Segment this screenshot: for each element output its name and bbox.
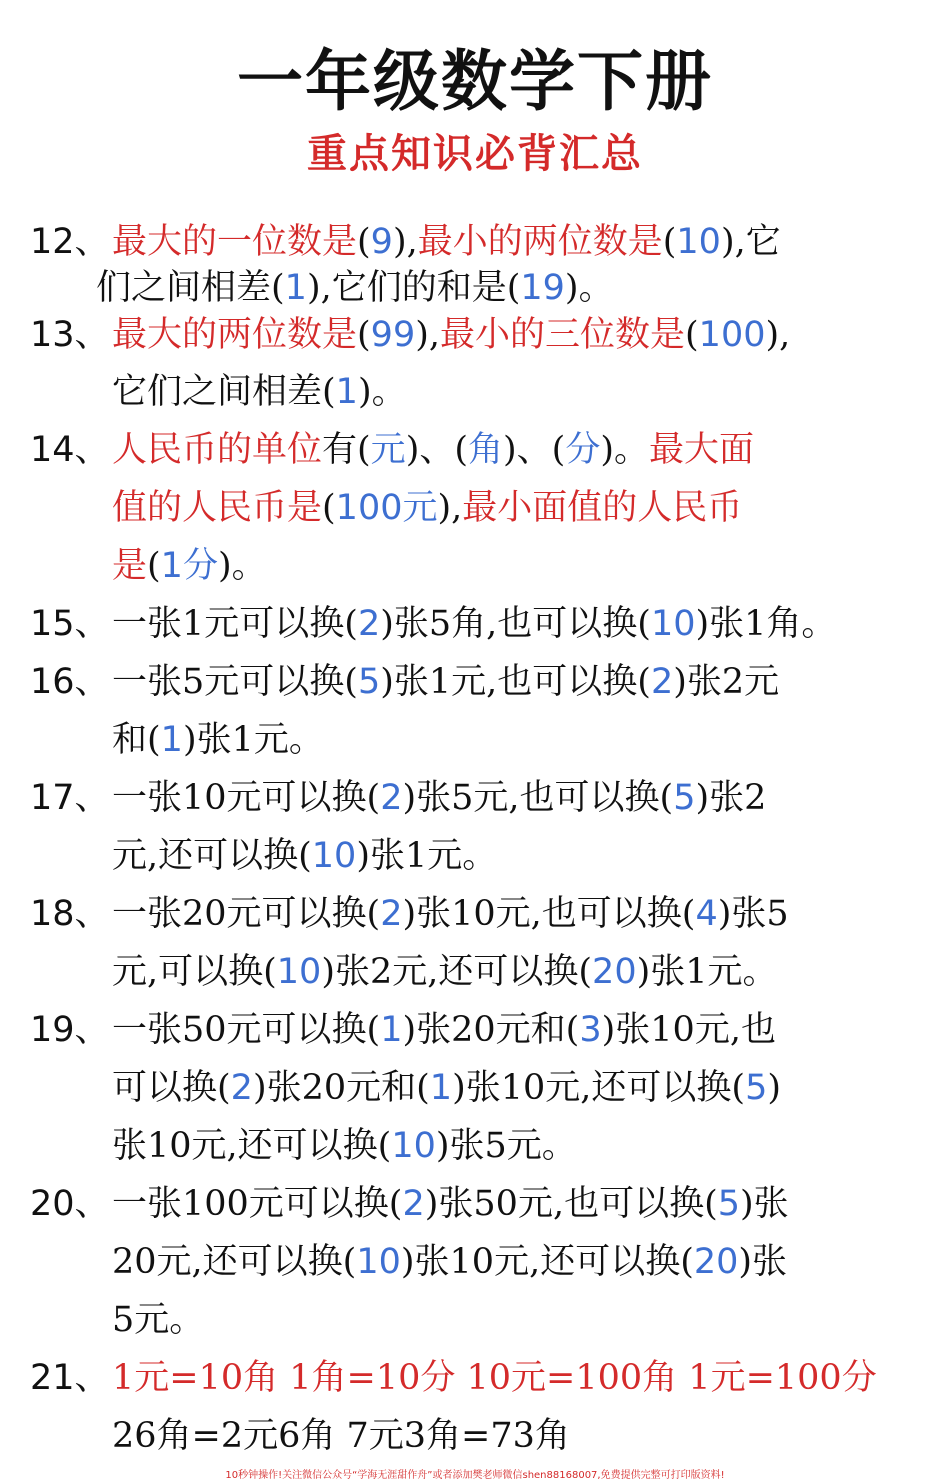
item-number: 12、 [30,222,110,262]
item-number: 15、 [30,604,110,644]
body-text: ( [662,222,677,262]
body-text: 5元。 [112,1300,205,1340]
body-text: 元,还可以换( [112,836,312,876]
answer-text: 2 [230,1068,253,1108]
answer-text: 10 [650,604,696,644]
answer-text: 100 [698,315,766,355]
answer-text: 100元 [335,488,438,528]
body-text: )张10元,也 [601,1010,776,1050]
body-text: )张 [740,1184,789,1224]
body-text: )张10元,还可以换( [452,1068,746,1108]
body-text: ) [767,1068,781,1108]
answer-text: 2 [380,894,403,934]
item-line [112,836,497,876]
item-line [30,430,755,470]
body-text: )张10元,还可以换( [400,1242,694,1282]
highlight-text: 最大的两位数是 [112,315,358,355]
answer-text: 2 [402,1184,425,1224]
answer-text: 3 [579,1010,602,1050]
body-text: 张10元,还可以换( [112,1126,392,1166]
answer-text: 1 [429,1068,453,1108]
item-number: 13、 [30,315,110,355]
footer-note: 10秒钟操作!关注微信公众号“学海无涯甜作舟”或者添加樊老师微信shen88168007,免费提供完整可打印版资料! [225,1470,725,1481]
body-text: 元,可以换( [112,952,277,992]
answer-text: 20 [592,952,637,992]
item-line [112,372,407,412]
body-text: 一张1元可以换( [112,604,358,644]
item-line [112,1300,204,1340]
body-text: 20元,还可以换( [112,1242,357,1282]
body-text: )、( [405,430,468,470]
highlight-text: 最大的一位数是 [112,222,358,262]
item-number: 19、 [30,1010,110,1050]
body-text: 一张20元可以换( [112,894,381,934]
item-number: 17、 [30,778,110,818]
body-text: 可以换( [112,1068,231,1108]
item-line [112,1126,577,1166]
body-text: )张2元,还可以换( [321,952,593,992]
item-line [112,546,267,586]
body-text: 们之间相差( [96,268,285,308]
item-number: 16、 [30,662,110,702]
body-text: 一张10元可以换( [112,778,381,818]
answer-text: 10 [356,1242,401,1282]
answer-text: 5 [357,662,381,702]
item-line [30,778,767,818]
body-text: )。 [600,430,649,470]
item-line [112,1416,570,1456]
item-line [30,315,791,355]
answer-text: 4 [695,894,718,934]
answer-text: 9 [370,222,393,262]
answer-text: 20 [693,1242,739,1282]
item-line [30,1358,877,1398]
answer-text: 角 [468,430,504,470]
answer-text: 5 [745,1068,768,1108]
body-text: )张5 [717,894,789,934]
item-line [30,222,781,262]
body-text: 和( [112,720,161,760]
body-text: )张1元。 [636,952,778,992]
body-text: 一张5元可以换( [112,662,358,702]
body-text: )张5元。 [435,1126,577,1166]
answer-text: 5 [717,1184,741,1224]
highlight-text: 值的人民币是 [112,488,323,528]
item-line [30,662,780,702]
item-number: 18、 [30,894,110,934]
body-text: )张50元,也可以换( [424,1184,718,1224]
item-line [30,1010,776,1050]
body-text: )张20元和( [402,1010,580,1050]
answer-text: 10 [276,952,322,992]
answer-text: 1 [284,268,307,308]
highlight-text: 最小面值的人民币 [462,488,743,528]
body-text: ),它 [720,222,781,262]
body-text: )张 [738,1242,788,1282]
answer-text: 元 [370,430,406,470]
body-text: ( [357,222,371,262]
answer-text: 2 [650,662,674,702]
highlight-text: 是 [112,546,148,586]
body-text: )张20元和( [252,1068,430,1108]
answer-text: 1 [380,1010,403,1050]
page-title: 一年级数学下册 [237,43,713,120]
item-line [112,488,742,528]
item-line [30,604,837,644]
item-line [30,894,789,934]
body-text: 26角=2元6角 7元3角=73角 [112,1416,570,1456]
body-text: 它们之间相差( [112,372,336,412]
body-text: ( [322,488,336,528]
body-text: )张1元。 [182,720,324,760]
body-text: )。 [357,372,407,412]
item-number: 21、 [30,1358,110,1398]
body-text: )张5角,也可以换( [380,604,651,644]
item-line [30,1184,789,1224]
item-line [112,1068,781,1108]
body-text: )张2元 [673,662,780,702]
answer-text: 19 [520,268,565,308]
body-text: )。 [564,268,614,308]
answer-text: 10 [311,836,357,876]
item-number: 20、 [30,1184,110,1224]
body-text: ), [437,488,463,528]
item-number: 14、 [30,430,110,470]
body-text: )张1元,也可以换( [380,662,651,702]
answer-text: 2 [357,604,381,644]
answer-text: 2 [380,778,403,818]
item-line [96,268,614,308]
page-subtitle: 重点知识必背汇总 [307,131,643,177]
answer-text: 1 [335,372,358,412]
body-text: 有( [322,430,371,470]
body-text: ( [357,315,371,355]
highlight-text: 人民币的单位 [112,430,323,470]
item-line [112,720,324,760]
answer-text: 分 [565,430,601,470]
answer-text: 99 [370,315,416,355]
answer-text: 10 [676,222,721,262]
body-text: )张5元,也可以换( [402,778,674,818]
highlight-text: 1元=10角 1角=10分 10元=100角 1元=100分 [112,1358,877,1398]
body-text: ), [415,315,440,355]
body-text: ( [685,315,699,355]
item-line [112,952,778,992]
answer-text: 1 [160,720,183,760]
body-text: ), [392,222,418,262]
body-text: 一张100元可以换( [112,1184,403,1224]
body-text: )张1元。 [356,836,498,876]
highlight-text: 最大面 [649,430,755,470]
body-text: ( [147,546,161,586]
answer-text: 5 [673,778,696,818]
body-text: )。 [217,546,267,586]
body-text: )、( [503,430,566,470]
highlight-text: 最小的三位数是 [440,315,686,355]
answer-text: 10 [391,1126,436,1166]
item-line [112,1242,787,1282]
highlight-text: 最小的两位数是 [417,222,663,262]
body-text: ),它们的和是( [306,268,521,308]
body-text: )张10元,也可以换( [402,894,696,934]
answer-text: 1分 [160,546,218,586]
body-text: ), [765,315,791,355]
body-text: 一张50元可以换( [112,1010,381,1050]
body-text: )张1角。 [695,604,837,644]
body-text: )张2 [695,778,767,818]
